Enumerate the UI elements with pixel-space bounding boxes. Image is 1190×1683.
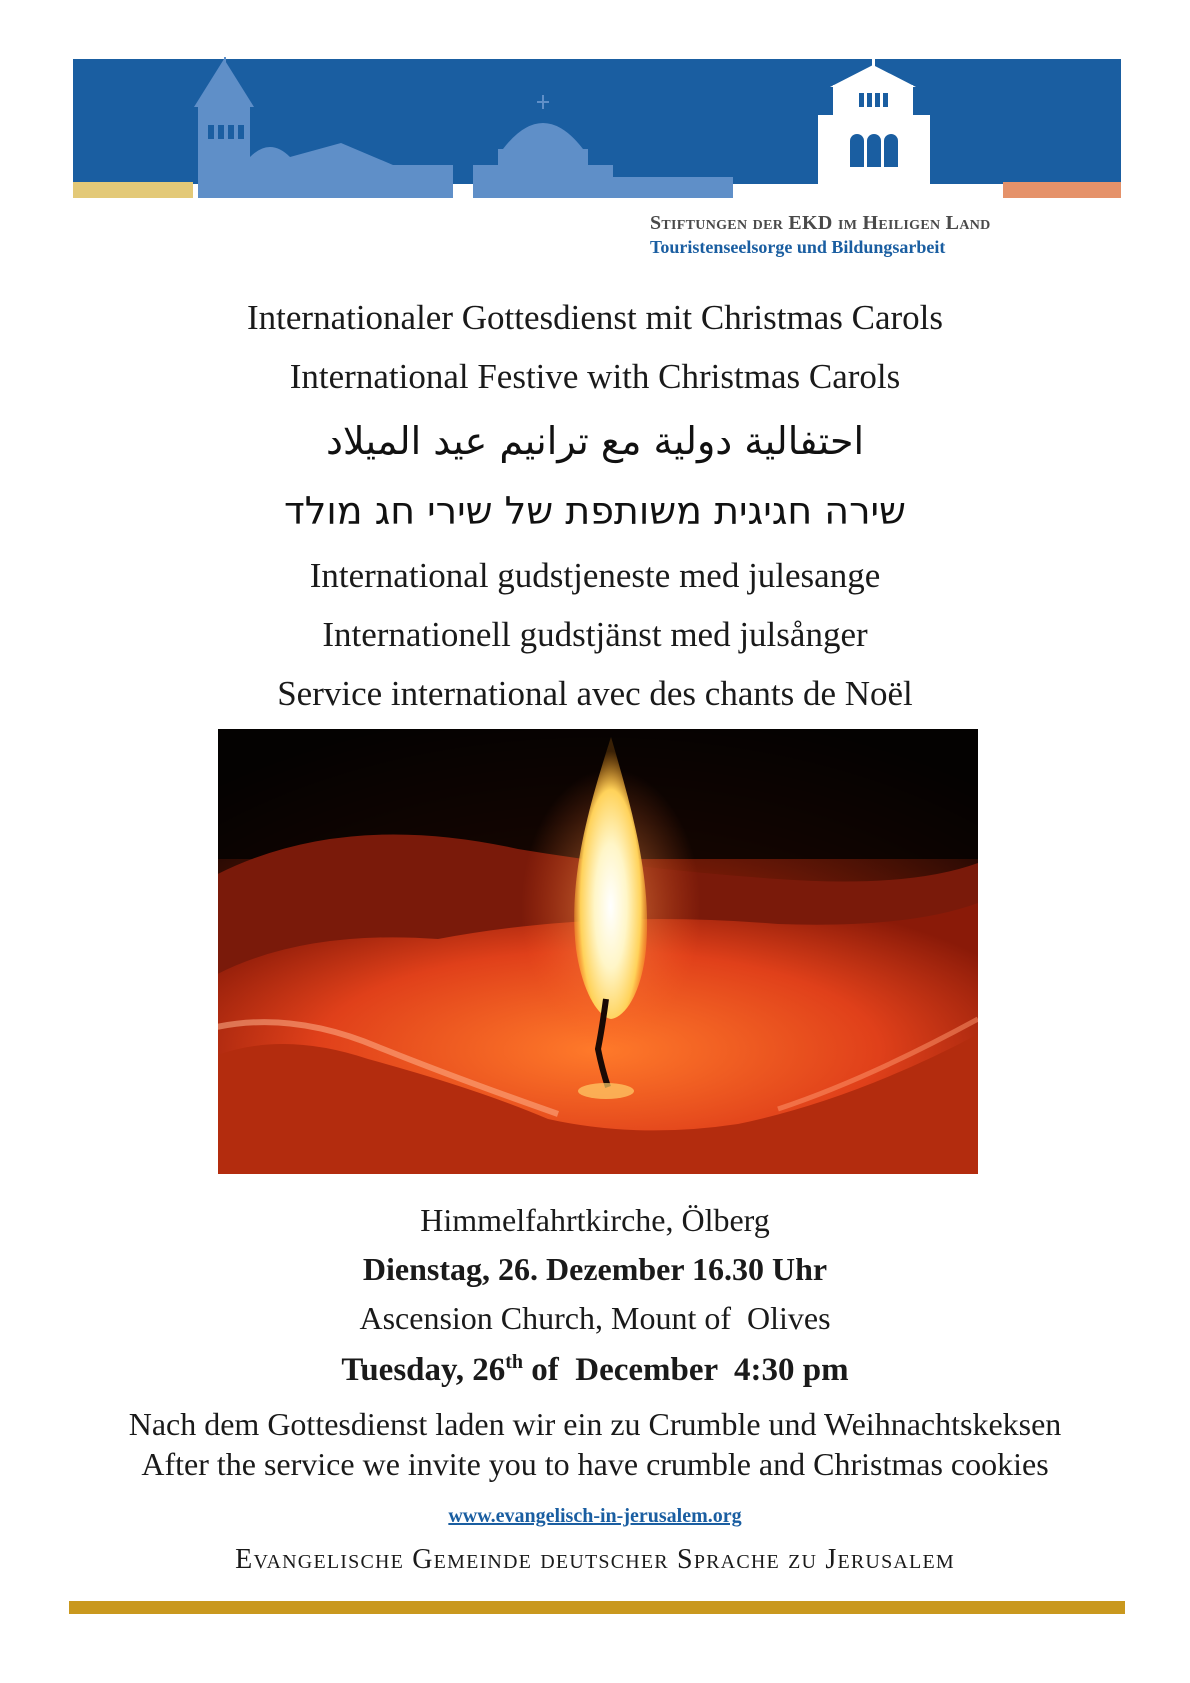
banner-left-strip — [73, 182, 193, 198]
datetime-english-suffix: of December 4:30 pm — [523, 1352, 849, 1388]
title-lines — [0, 288, 1190, 723]
datetime-german: Dienstag, 26. Dezember 16.30 Uhr — [362, 1251, 828, 1287]
datetime-english — [0, 1342, 1190, 1398]
datetime-english-ordinal: th — [505, 1351, 523, 1373]
datetime-english-prefix: Tuesday, 26 — [341, 1352, 506, 1388]
candle-photo — [218, 729, 978, 1174]
title-french: Service international avec des chants de Noël — [277, 674, 913, 713]
header-banner — [73, 57, 1121, 202]
title-german: Internationaler Gottesdienst mit Christmas Carols — [247, 298, 943, 337]
invitation-german: Nach dem Gottesdienst laden wir ein zu Crumble und Weihnachtskeksen — [128, 1406, 1062, 1442]
church-skyline-logo — [73, 57, 1121, 202]
invitation-block — [0, 1404, 1190, 1484]
title-hebrew: שירה חגיגית משותפת של שירי חג מולד — [284, 489, 906, 533]
banner-right-strip — [1003, 182, 1121, 198]
title-arabic: احتفالية دولية مع ترانيم عيد الميلاد — [325, 419, 865, 463]
venue-english: Ascension Church, Mount of Olives — [359, 1300, 831, 1336]
org-subtitle: Touristenseelsorge und Bildungsarbeit — [650, 237, 946, 257]
title-swedish: Internationell gudstjänst med julsånger — [322, 615, 868, 654]
title-english: International Festive with Christmas Carols — [289, 357, 901, 396]
invitation-english: After the service we invite you to have crumble and Christmas cookies — [141, 1446, 1049, 1482]
congregation-name: Evangelische Gemeinde deutscher Sprache zu Jerusalem — [235, 1544, 955, 1575]
org-name: Stiftungen der EKD im Heiligen Land — [650, 212, 991, 234]
venue-german: Himmelfahrtkirche, Ölberg — [420, 1202, 770, 1238]
event-info — [0, 1196, 1190, 1484]
website-link[interactable]: www.evangelisch-in-jerusalem.org — [448, 1505, 742, 1527]
footer-gold-rule — [69, 1601, 1125, 1614]
organization-block — [650, 212, 1070, 258]
candle-flame-photo — [218, 729, 978, 1174]
title-danish: International gudstjeneste med julesange — [309, 556, 881, 595]
